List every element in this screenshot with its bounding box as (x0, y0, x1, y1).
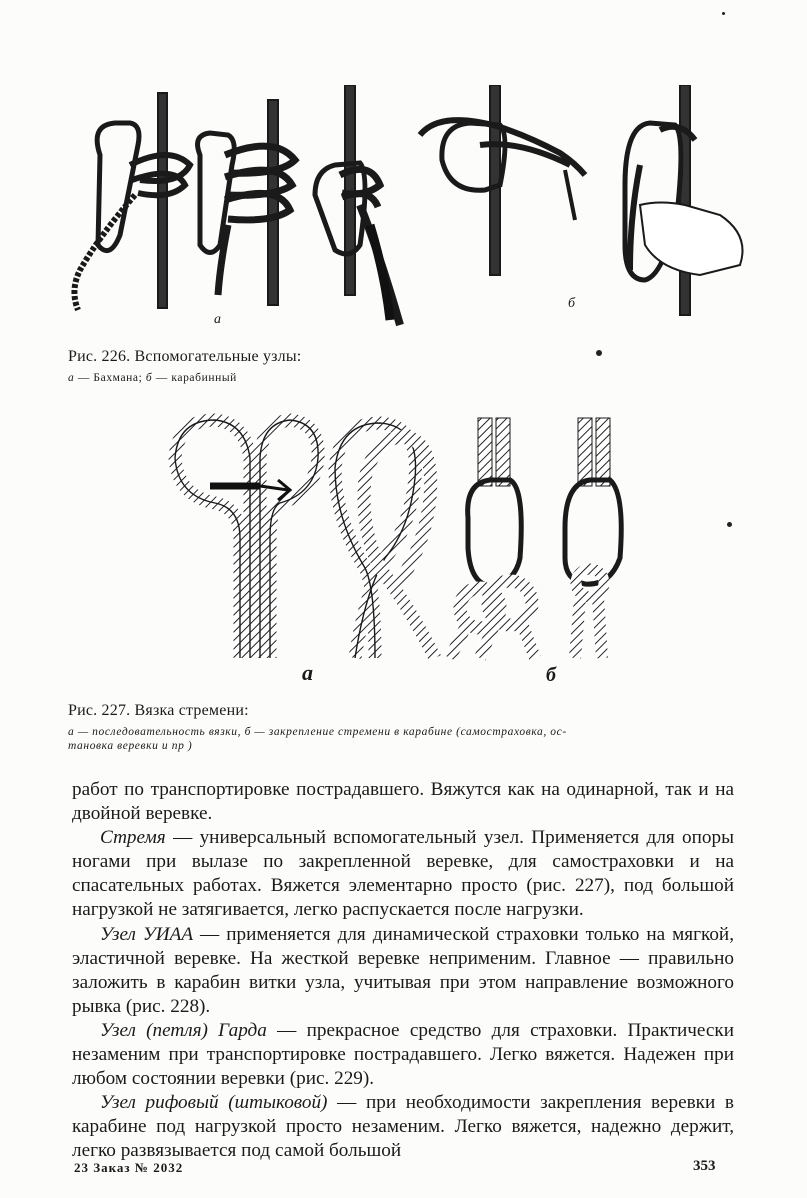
legend-a-text: — Бахмана; (74, 372, 146, 384)
figure-227-caption-legend-line2: тановка веревки и пр ) (68, 740, 193, 752)
paragraph-rifovyi (72, 1091, 734, 1163)
figure-227-label-a: а (302, 660, 313, 685)
figure-226-illustration (60, 85, 750, 335)
figure-226-caption-title: Рис. 226. Вспомогательные узлы: (68, 348, 302, 365)
text-stremya: — универсальный вспомогательный узел. Применяется для опоры ногами при вылазе по закрепленной веревке, для самостраховки и на спасательных работах. Вяжется элементарно просто (рис. 227), под большой нагрузкой не затягивается, легко распускается после нагрузки. (72, 827, 734, 921)
paragraph-garda (72, 1019, 734, 1091)
paragraph-uiaa (72, 923, 734, 1019)
page-number: 353 (693, 1158, 716, 1174)
paragraph-continuation: работ по транспортировке пострадавшего. Вяжутся как на одинарной, так и на двойной веревке. (72, 779, 734, 825)
scan-speck (722, 12, 725, 15)
figure-226-caption-legend (68, 372, 237, 384)
figure-227-caption-title: Рис. 227. Вязка стремени: (68, 702, 249, 719)
footer-print-signature: 23 Заказ № 2032 (74, 1160, 184, 1175)
text-rifovyi: — при необходимости закрепления веревки в карабине под нагрузкой просто незаменим. Легко вяжется, надежно держит, легко развязывается под самой большой (72, 1092, 734, 1162)
paragraph-stremya (72, 826, 734, 922)
body-text (72, 778, 734, 1164)
figure-226-label-b: б (568, 296, 576, 311)
figure-227-illustration (160, 408, 650, 670)
legend-b-letter: б (145, 372, 153, 384)
text-uiaa: — применяется для динамической страховки только на мягкой, эластичной веревке. На жесткой веревке неприменим. Главное — правильно заложить в карабин витки узла, учитывая при этом направление возможного рывка (рис. 228). (72, 923, 734, 1017)
figure-226-label-a: а (214, 312, 221, 327)
scan-speck (596, 350, 602, 356)
term-uiaa: Узел УИАА (100, 923, 194, 945)
text-garda: — прекрасное средство для страховки. Практически незаменим при транспортировке пострадавшего. Легко вяжется. Надежен при любом состоянии веревки (рис. 229). (72, 1019, 734, 1090)
figure-227-caption-legend-line1: а — последовательность вязки, б — закрепление стремени в карабине (самостраховка, ос- (68, 726, 567, 738)
scan-speck (727, 522, 732, 527)
legend-a-letter: а (68, 372, 75, 384)
figure-227-label-b: б (546, 664, 556, 686)
legend-b-text: — карабинный (152, 372, 237, 384)
term-stremya: Стремя (100, 827, 166, 849)
term-rifovyi: Узел рифовый (штыковой) (100, 1092, 328, 1114)
term-garda: Узел (петля) Гарда (100, 1019, 267, 1041)
